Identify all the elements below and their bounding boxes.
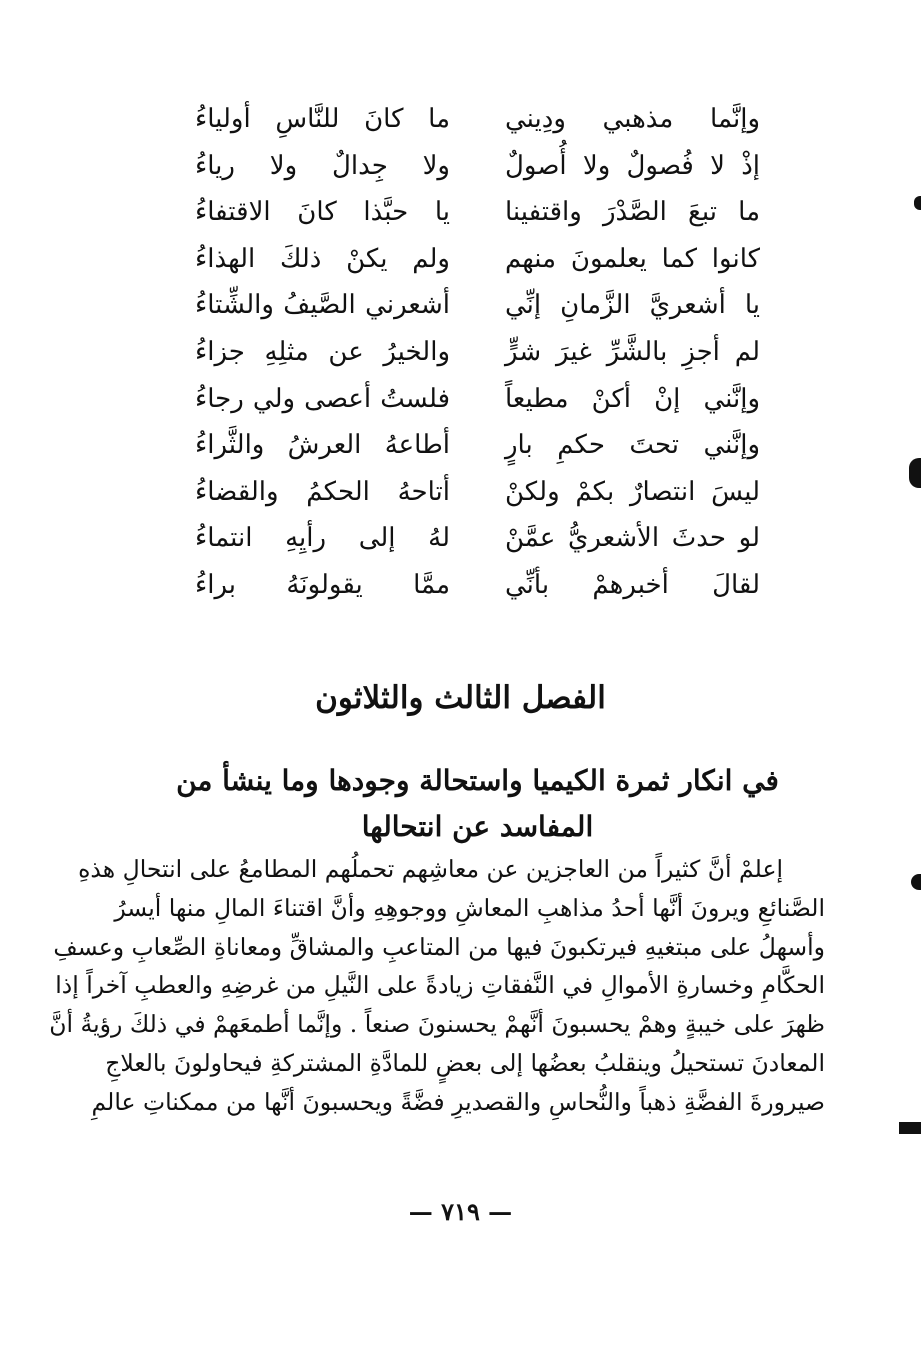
verse-first-hemistich: لم أجزِ بالشَّرِّ غيرَ شرٍّ: [505, 336, 760, 367]
body-paragraph: [49, 850, 825, 1122]
chapter-subtitle: في انكار ثمرة الكيميا واستحالة وجودها وما ينشأ من المفاسد عن انتحالها: [176, 764, 779, 843]
verse-second-hemistich: ما كانَ للنَّاسِ أولياءُ: [195, 104, 450, 134]
paragraph-line: إعلمْ أنَّ كثيراً من العاجزين عن معاشِهم تحملُهم المطامعُ على انتحالِ هذهِ: [78, 855, 783, 883]
poem-verse: [195, 236, 760, 283]
poem-verse: [195, 515, 760, 562]
poem: [195, 96, 760, 609]
poem-verse: [195, 282, 760, 329]
poem-verse: [195, 376, 760, 423]
paragraph-line: ظهرَ على خيبةٍ وهمْ يحسبونَ أنَّهمْ يحسنونَ صنعاً . وإنَّما أطمعَهمْ في ذلكَ رؤيةُ أنَّ: [49, 1010, 825, 1039]
chapter-title: الفصل الثالث والثلاثون: [315, 680, 606, 716]
verse-second-hemistich: أطاعهُ العرشُ والثَّراءُ: [195, 430, 450, 461]
poem-verse: [195, 469, 760, 516]
verse-second-hemistich: فلستُ أعصى ولي رجاءُ: [195, 383, 450, 414]
verse-second-hemistich: ممَّا يقولونَهُ براءُ: [195, 569, 450, 600]
verse-first-hemistich: ما تبعَ الصَّدْرَ واقتفينا: [505, 197, 760, 228]
scan-edge-mark: [914, 196, 921, 210]
verse-second-hemistich: ولا جِدالٌ ولا رياءُ: [195, 150, 450, 181]
paragraph-line: وأسهلُ على مبتغيهِ فيرتكبونَ فيها من المتاعبِ والمشاقِّ ومعاناةِ الصِّعابِ وعسفِ: [53, 932, 825, 961]
verse-first-hemistich: إذْ لا فُصولٌ ولا أُصولٌ: [505, 150, 760, 181]
verse-second-hemistich: يا حبَّذا كانَ الاقتفاءُ: [195, 197, 450, 228]
poem-verse: [195, 329, 760, 376]
verse-first-hemistich: وإنَّني تحتَ حكمِ بارٍ: [505, 430, 760, 461]
verse-second-hemistich: أشعرني الصَّيفُ والشِّتاءُ: [195, 290, 450, 321]
verse-second-hemistich: ولم يكنْ ذلكَ الهذاءُ: [195, 243, 450, 274]
verse-first-hemistich: لقالَ أخبرهمْ بأنِّي: [505, 569, 760, 600]
paragraph-line: صيرورةَ الفضَّةِ ذهباً والنُّحاسِ والقصديرِ فضَّةً ويحسبونَ أنَّها من ممكناتِ عالمِ: [91, 1087, 825, 1116]
verse-first-hemistich: لو حدثَ الأشعريُّ عمَّنْ: [505, 523, 760, 554]
verse-second-hemistich: أتاحهُ الحكمُ والقضاءُ: [195, 476, 450, 507]
poem-verse: [195, 189, 760, 236]
verse-first-hemistich: وإنَّما مذهبي ودِيني: [505, 104, 760, 134]
page-number: — ٧١٩ —: [408, 1197, 513, 1226]
scan-edge-mark: [909, 458, 921, 488]
verse-first-hemistich: يا أشعريَّ الزَّمانِ إنِّي: [505, 290, 760, 321]
paragraph-line: الصَّنائعِ ويرونَ أنَّها أحدُ مذاهبِ المعاشِ ووجوهِهِ وأنَّ اقتناءَ المالِ منها أيسرُ: [114, 893, 825, 922]
verse-first-hemistich: وإنَّني إنْ أكنْ مطيعاً: [505, 383, 760, 414]
poem-verse: [195, 96, 760, 143]
poem-verse: [195, 422, 760, 469]
poem-verse: [195, 143, 760, 190]
scan-edge-mark: [911, 874, 921, 890]
verse-second-hemistich: والخيرُ عن مثلِهِ جزاءُ: [195, 336, 450, 367]
scan-edge-mark: [899, 1122, 921, 1134]
verse-first-hemistich: ليسَ انتصارٌ بكمْ ولكنْ: [505, 476, 760, 507]
paragraph-line: الحكَّامِ وخسارةِ الأموالِ في النَّفقاتِ زيادةً على النَّيلِ من غرضِهِ والعطبِ آخراً إذا: [55, 971, 825, 1000]
verse-first-hemistich: كانوا كما يعلمونَ منهم: [505, 243, 760, 274]
poem-verse: [195, 562, 760, 609]
verse-second-hemistich: لهُ إلى رأيِهِ انتماءُ: [195, 523, 450, 554]
paragraph-line: المعادنَ تستحيلُ وينقلبُ بعضُها إلى بعضٍ للمادَّةِ المشتركةِ فيحاولونَ بالعلاجِ: [105, 1048, 825, 1077]
